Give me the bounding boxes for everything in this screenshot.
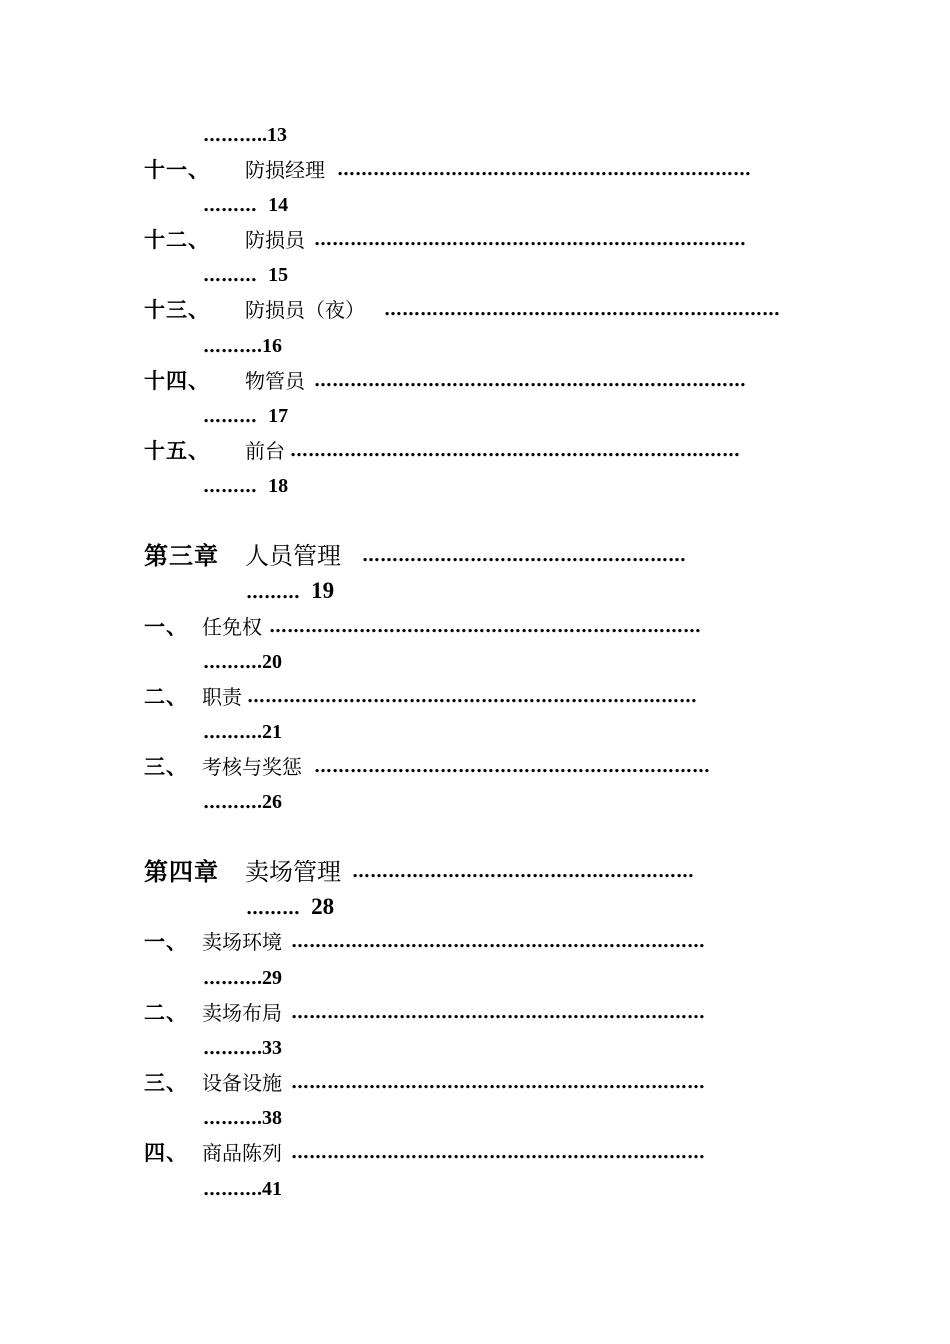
leader-dots: …………………………………………………………… — [291, 1072, 705, 1093]
entry-title: 卖场布局 — [202, 1001, 282, 1025]
page-number: .20 — [257, 651, 282, 673]
toc-continuation — [203, 787, 282, 817]
leader-dots: ……………………………………………………………… — [314, 229, 746, 250]
leader-dots: ……………………………………………………………… — [314, 370, 746, 391]
entry-number: 三、 — [144, 1071, 188, 1095]
entry-number: 三、 — [144, 755, 188, 779]
toc-continuation — [203, 963, 282, 993]
leader-dots: ………………………………………………… — [352, 861, 694, 882]
leader-dots: ……… — [203, 792, 257, 813]
toc-entry[interactable] — [144, 1068, 806, 1098]
toc-entry[interactable] — [144, 155, 806, 185]
page-number: .21 — [257, 721, 282, 743]
leader-dots: ……… — [203, 476, 257, 497]
leader-dots: ……… — [246, 898, 300, 919]
leader-dots: ………………………………………………………… — [314, 756, 710, 777]
leader-dots: ……………………………………………… — [362, 545, 686, 566]
toc-entry[interactable] — [144, 436, 806, 466]
entry-title: 防损经理 — [245, 158, 325, 182]
entry-title: 设备设施 — [202, 1071, 282, 1095]
page-number: .33 — [257, 1037, 282, 1059]
entry-number: 一、 — [144, 615, 188, 639]
leader-dots: ……… — [203, 406, 257, 427]
chapter-number: 第四章 — [144, 858, 219, 886]
toc-continuation — [203, 190, 288, 220]
entry-number: 四、 — [144, 1141, 188, 1165]
page-number: ..13 — [257, 124, 287, 146]
entry-number: 十五、 — [144, 439, 210, 463]
leader-dots: …………………………………………………………… — [337, 159, 751, 180]
leader-dots: ……… — [203, 1179, 257, 1200]
toc-continuation — [203, 471, 288, 501]
leader-dots: …………………………………………………………… — [291, 931, 705, 952]
leader-dots: ……… — [203, 968, 257, 989]
toc-entry[interactable] — [144, 682, 806, 712]
leader-dots: ……………………………………………………………… — [269, 616, 701, 637]
toc-continuation — [203, 1033, 282, 1063]
toc-entry[interactable] — [144, 225, 806, 255]
page-number: .38 — [257, 1107, 282, 1129]
leader-dots: ……… — [203, 722, 257, 743]
entry-title: 任免权 — [202, 615, 262, 639]
entry-title: 物管员 — [245, 369, 305, 393]
leader-dots: ……… — [203, 195, 257, 216]
toc-continuation — [203, 1103, 282, 1133]
entry-title: 前台 — [245, 439, 285, 463]
toc-continuation — [246, 576, 334, 606]
entry-number: 一、 — [144, 930, 188, 954]
toc-continuation — [203, 1174, 282, 1204]
entry-title: 职责 — [202, 685, 242, 709]
entry-number: 十三、 — [144, 298, 210, 322]
toc-chapter[interactable] — [144, 854, 790, 890]
entry-title: 考核与奖惩 — [202, 755, 302, 779]
entry-number: 二、 — [144, 685, 188, 709]
toc-continuation — [203, 331, 282, 361]
toc-continuation — [246, 892, 334, 922]
toc-entry[interactable] — [144, 295, 806, 325]
entry-number: 十一、 — [144, 158, 210, 182]
leader-dots: ……… — [203, 336, 257, 357]
page-number: .26 — [257, 791, 282, 813]
page-number: .29 — [257, 967, 282, 989]
page-number: 28 — [311, 894, 335, 919]
toc-entry[interactable] — [144, 612, 806, 642]
entry-title: 防损员（夜） — [245, 298, 365, 322]
toc-entry[interactable] — [144, 752, 806, 782]
entry-number: 二、 — [144, 1001, 188, 1025]
toc-chapter[interactable] — [144, 538, 796, 574]
page-number: .16 — [257, 335, 282, 357]
entry-number: 十四、 — [144, 369, 210, 393]
leader-dots: …………………………………………………………… — [291, 1142, 705, 1163]
entry-title: 防损员 — [245, 228, 305, 252]
leader-dots: ……… — [203, 1108, 257, 1129]
page-number: 19 — [311, 578, 335, 603]
entry-number: 十二、 — [144, 228, 210, 252]
leader-dots: ……… — [203, 125, 257, 146]
leader-dots: ……… — [203, 1038, 257, 1059]
chapter-title: 人员管理 — [245, 542, 341, 570]
toc-continuation — [203, 120, 287, 150]
leader-dots: ………………………………………………………………… — [290, 440, 740, 461]
entry-title: 商品陈列 — [202, 1141, 282, 1165]
chapter-number: 第三章 — [144, 542, 219, 570]
page-number: 18 — [268, 475, 289, 497]
leader-dots: ………………………………………………………… — [384, 299, 780, 320]
toc-continuation — [203, 717, 282, 747]
toc-continuation — [203, 260, 288, 290]
toc-continuation — [203, 647, 282, 677]
leader-dots: …………………………………………………………… — [291, 1002, 705, 1023]
page-number: .41 — [257, 1178, 282, 1200]
toc-entry[interactable] — [144, 1138, 806, 1168]
toc-entry[interactable] — [144, 366, 806, 396]
page-number: 14 — [268, 194, 289, 216]
toc-continuation — [203, 401, 288, 431]
leader-dots: ……… — [203, 652, 257, 673]
page-number: 15 — [268, 264, 289, 286]
toc-entry[interactable] — [144, 998, 806, 1028]
page-number: 17 — [268, 405, 289, 427]
leader-dots: ……… — [203, 265, 257, 286]
leader-dots: ……… — [246, 582, 300, 603]
entry-title: 卖场环境 — [202, 930, 282, 954]
chapter-title: 卖场管理 — [245, 858, 341, 886]
toc-entry[interactable] — [144, 927, 806, 957]
leader-dots: ………………………………………………………………… — [247, 686, 697, 707]
